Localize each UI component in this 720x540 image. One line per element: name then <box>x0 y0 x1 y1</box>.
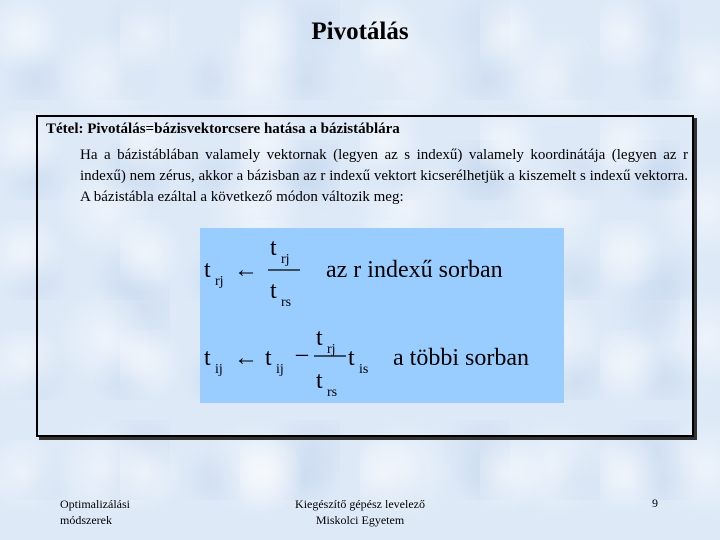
t-symbol: t <box>265 345 272 371</box>
t-symbol: t <box>270 235 277 261</box>
footer-course-line2: módszerek <box>60 513 112 527</box>
row1-text: az r indexű sorban <box>326 257 503 283</box>
subscript-ij: ij <box>276 362 284 377</box>
t-symbol: t <box>316 368 323 394</box>
arrow-symbol: ← <box>234 257 258 283</box>
t-symbol: t <box>270 278 277 304</box>
theorem-heading: Tétel: Pivotálás=bázisvektorcsere hatása a bázistáblára <box>46 121 400 137</box>
slide-title: Pivotálás <box>311 18 409 45</box>
formula-row-2 <box>204 325 529 400</box>
formula-box <box>200 228 564 403</box>
subscript-rj: rj <box>281 252 290 267</box>
t-symbol: t <box>204 257 211 283</box>
footer-institution <box>260 496 460 528</box>
minus-symbol: – <box>296 341 308 367</box>
pivot-formula <box>200 228 564 403</box>
theorem-text: Ha a bázistáblában valamely vektornak (legyen az s indexű) valamely koordinátája (legyen az r indexű) nem zérus, akkor a bázisban az r indexű vektort kicserélhetjük a kiszemelt s indexű vektorra. A bázistábla ezáltal a következő módon változik meg: <box>80 147 688 205</box>
subscript-is: is <box>359 362 369 377</box>
footer-course-line1: Optimalizálási <box>60 497 130 511</box>
subscript-rs: rs <box>281 295 292 310</box>
footer-institution-line2: Miskolci Egyetem <box>315 513 405 527</box>
formula-row-1 <box>204 235 503 310</box>
t-symbol: t <box>204 345 211 371</box>
subscript-rs: rs <box>327 385 338 400</box>
theorem-box <box>36 115 694 437</box>
subscript-rj: rj <box>327 342 336 357</box>
subscript-rj: rj <box>215 274 224 289</box>
t-symbol: t <box>348 345 355 371</box>
arrow-symbol: ← <box>234 345 258 371</box>
t-symbol: t <box>316 325 323 351</box>
footer-institution-line1: Kiegészítő gépész levelező <box>295 497 425 511</box>
subscript-ij: ij <box>215 362 223 377</box>
footer-course <box>60 496 210 528</box>
row2-text: a többi sorban <box>393 345 529 371</box>
page-number: 9 <box>652 496 658 510</box>
